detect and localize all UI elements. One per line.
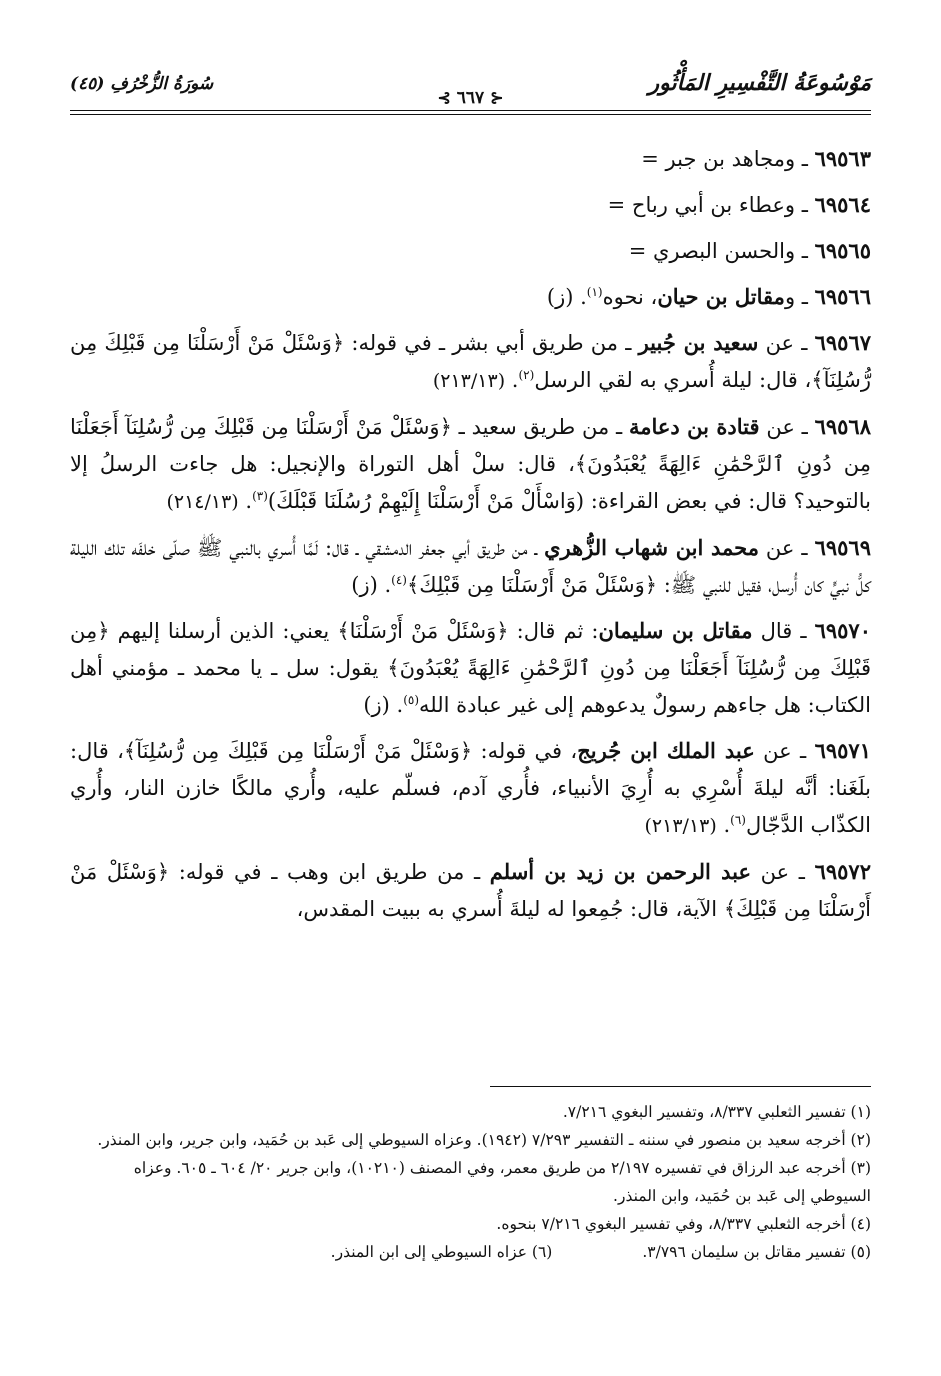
entry-text: ـ من طريق أبي بشر ـ في قوله: [344, 331, 639, 355]
narrator-name: مقاتل بن سليمان [598, 618, 753, 643]
main-text [70, 140, 871, 936]
entry-number: ٦٩٥٧٠ [814, 618, 871, 643]
volume-reference: (٢١٤/١٣) [166, 491, 239, 513]
entry-text: ـ قال [752, 619, 815, 643]
ornament-left-icon: ⊱ [437, 88, 451, 107]
quran-verse: ﴿مِن قَبْلِكَ مِن رُّسُلِنَآ أَجَعَلْنَا مِن دُونِ ٱلرَّحْمَٰنِ ءَالِهَةً يُعْبَدُونَ﴾ [70, 619, 871, 680]
entry-text: . (ز) [351, 573, 392, 597]
narrator-name: مقاتل بن حيان [657, 284, 785, 309]
entry-9 [70, 732, 871, 845]
header-divider-thin [70, 114, 871, 115]
entry-text: ، قال: ليلة أُسري به لقي الرسل [534, 368, 812, 392]
footnote-3: (٣) أخرجه عبد الرزاق في تفسيره ٢/١٩٧ من طريق معمر، وفي المصنف (١٠٢١٠)، وابن جرير ٢٠/ ٦٠٤ ـ ٦٠٥. وعزاه السيوطي إلى عَبد بن حُمَيد، وابن المنذر. [133, 1159, 871, 1205]
narrator-name: عبد الرحمن بن زيد بن أسلم [489, 859, 751, 884]
ornament-right-icon: ⊰ [490, 88, 504, 107]
entry-8 [70, 612, 871, 724]
entry-text: ـ ومجاهد بن جبر = [641, 147, 815, 171]
entry-number: ٦٩٥٦٤ [814, 192, 871, 217]
page-header [70, 60, 871, 108]
entry-number: ٦٩٥٧٢ [814, 859, 871, 884]
entry-1 [70, 140, 871, 178]
entry-text: ـ و [784, 285, 815, 309]
entry-text: ـ وعطاء بن أبي رباح = [607, 193, 815, 217]
footnote-marker: (٤) [391, 573, 407, 587]
narrator-name: محمد ابن شهاب الزُّهري [544, 535, 759, 560]
entry-number: ٦٩٥٦٧ [814, 330, 872, 355]
entry-4 [70, 278, 871, 316]
footnote-5: (٥) تفسير مقاتل بن سليمان ٣/٧٩٦. [642, 1243, 871, 1261]
entry-text: ، في قوله: [472, 739, 578, 763]
footnote-divider [490, 1086, 871, 1087]
narrator-name: عبد الملك ابن جُريج [577, 738, 755, 763]
entry-text: ، قال: سلْ أهل التوراة والإنجيل: هل جاءت الرسلُ إلا بالتوحيد؟ قال: في بعض القراءة: (وَاسْأَلْ مَنْ أَرْسَلْنَا إِلَيْهِمْ رُسُلَنَا قَبْلَكَ) [70, 452, 871, 513]
quran-verse: ﴿وَسْئَلْ مَنْ أَرْسَلْنَا مِن قَبْلِكَ مِن رُّسُلِنَآ أَجَعَلْنَا مِن دُونِ ٱلرَّحْمَٰنِ ءَالِهَةً يُعْبَدُونَ﴾ [70, 415, 872, 476]
entry-text: . (ز) [546, 285, 587, 309]
entry-text: ، نحوه [602, 285, 658, 309]
entry-7 [70, 529, 871, 604]
footnote-marker: (٥) [403, 693, 420, 707]
entry-text: ـ من طريق سعيد ـ [451, 415, 629, 439]
quran-verse: ﴿وَسْئَلْ مَنْ أَرْسَلْنَا مِن قَبْلِكَ﴾ [70, 860, 871, 921]
footnote-6: (٦) عزاه السيوطي إلى ابن المنذر. [330, 1243, 553, 1261]
footnote-row-5-6 [70, 1238, 871, 1266]
entry-number: ٦٩٥٧١ [814, 738, 871, 763]
volume-reference: (٢١٣/١٣) [432, 370, 506, 392]
surah-title: سُورَةُ الزُّخْرُفِ (٤٥) [70, 74, 214, 94]
entry-text: . (ز) [363, 693, 404, 717]
entry-number: ٦٩٥٦٦ [814, 284, 871, 309]
entry-10 [70, 853, 871, 928]
entry-text: ـ عن [759, 415, 815, 439]
entry-text: . [505, 368, 519, 392]
book-title: مَوْسُوعَةُ التَّفْسِيرِ المَأْثُور [648, 70, 871, 96]
entry-text: الآية، قال: جُمِعوا له ليلةَ أُسري به ببيت المقدس، [296, 897, 724, 921]
narrator-name: سعيد بن جُبير [638, 330, 759, 355]
entry-text: يعني: الذين أرسلنا إليهم [109, 619, 338, 643]
quran-verse: ﴿وَسْئَلْ مَنْ أَرْسَلْنَا مِن قَبْلِكَ﴾ [406, 573, 658, 597]
entry-3 [70, 232, 871, 270]
footnote-marker: (١) [586, 285, 603, 299]
narrator-name: قتادة بن دعامة [628, 414, 760, 439]
entry-6 [70, 408, 871, 521]
entry-number: ٦٩٥٦٩ [814, 535, 871, 560]
footnote-1: (١) تفسير الثعلبي ٨/٣٣٧، وتفسير البغوي ٧/٢١٦. [562, 1103, 871, 1121]
entry-number: ٦٩٥٦٨ [814, 414, 871, 439]
footnote-marker: (٦) [730, 813, 746, 827]
entry-2 [70, 186, 871, 224]
header-divider [70, 110, 871, 111]
footnote-marker: (٢) [518, 368, 535, 382]
quran-verse: ﴿وَسْئَلْ مَنْ أَرْسَلْنَا مِن قَبْلِكَ مِن رُّسُلِنَآ﴾ [123, 739, 473, 763]
entry-number: ٦٩٥٦٥ [814, 238, 871, 263]
entry-number: ٦٩٥٦٣ [814, 146, 871, 171]
entry-text: ـ والحسن البصري = [628, 239, 815, 263]
quran-verse: ﴿وَسْئَلْ مَنْ أَرْسَلْنَا﴾ [337, 619, 509, 643]
entry-text: يقول: سل ـ يا محمد ـ مؤمني أهل الكتاب: هل جاءهم رسولٌ يدعوهم إلى غير عبادة الله [70, 656, 871, 717]
entry-5 [70, 324, 871, 400]
entry-text: ـ من طريق أبي جعفر الدمشقي ـ قال: لَمَّا أُسري بالنبي ﷺ صلّى خلفَه تلك الليلة كلُّ نبيٍّ كان أُرسل، فقيل للنبي ﷺ: [70, 536, 871, 597]
entry-text: ـ عن [750, 860, 815, 884]
entry-text: ـ عن [754, 739, 815, 763]
entry-text: ، قال: بلَغَنا: أنَّه ليلةَ أُسْرِي به أُرِيَ الأنبياء، فأُري آدم، فسلّم عليه، وأُري مالكًا خازن النار، وأُري الكذّاب الدَّجّال [70, 739, 871, 837]
entry-text: ـ عن [758, 536, 815, 560]
volume-reference: (٢١٣/١٣) [644, 815, 717, 837]
footnote-4: (٤) أخرجه الثعلبي ٨/٣٣٧، وفي تفسير البغوي ٧/٢١٦ بنحوه. [496, 1215, 871, 1233]
page-number: ٦٦٧ [456, 88, 485, 108]
entry-text: ـ عن [758, 331, 815, 355]
entry-text: . [238, 489, 253, 513]
footnote-marker: (٣) [252, 489, 268, 503]
entry-text: ـ من طريق ابن وهب ـ في قوله: [169, 860, 490, 884]
footnotes [70, 1098, 871, 1266]
footnote-2: (٢) أخرجه سعيد بن منصور في سننه ـ التفسير ٧/٢٩٣ (١٩٤٢). وعزاه السيوطي إلى عَبد بن حُمَيد، وابن جرير، وابن المنذر. [97, 1131, 871, 1149]
entry-text: : ثم قال: [508, 619, 599, 643]
entry-text: . [716, 813, 731, 837]
quran-verse: ﴿وَسْئَلْ مَنْ أَرْسَلْنَا مِن قَبْلِكَ مِن رُّسُلِنَآ﴾ [70, 331, 871, 392]
